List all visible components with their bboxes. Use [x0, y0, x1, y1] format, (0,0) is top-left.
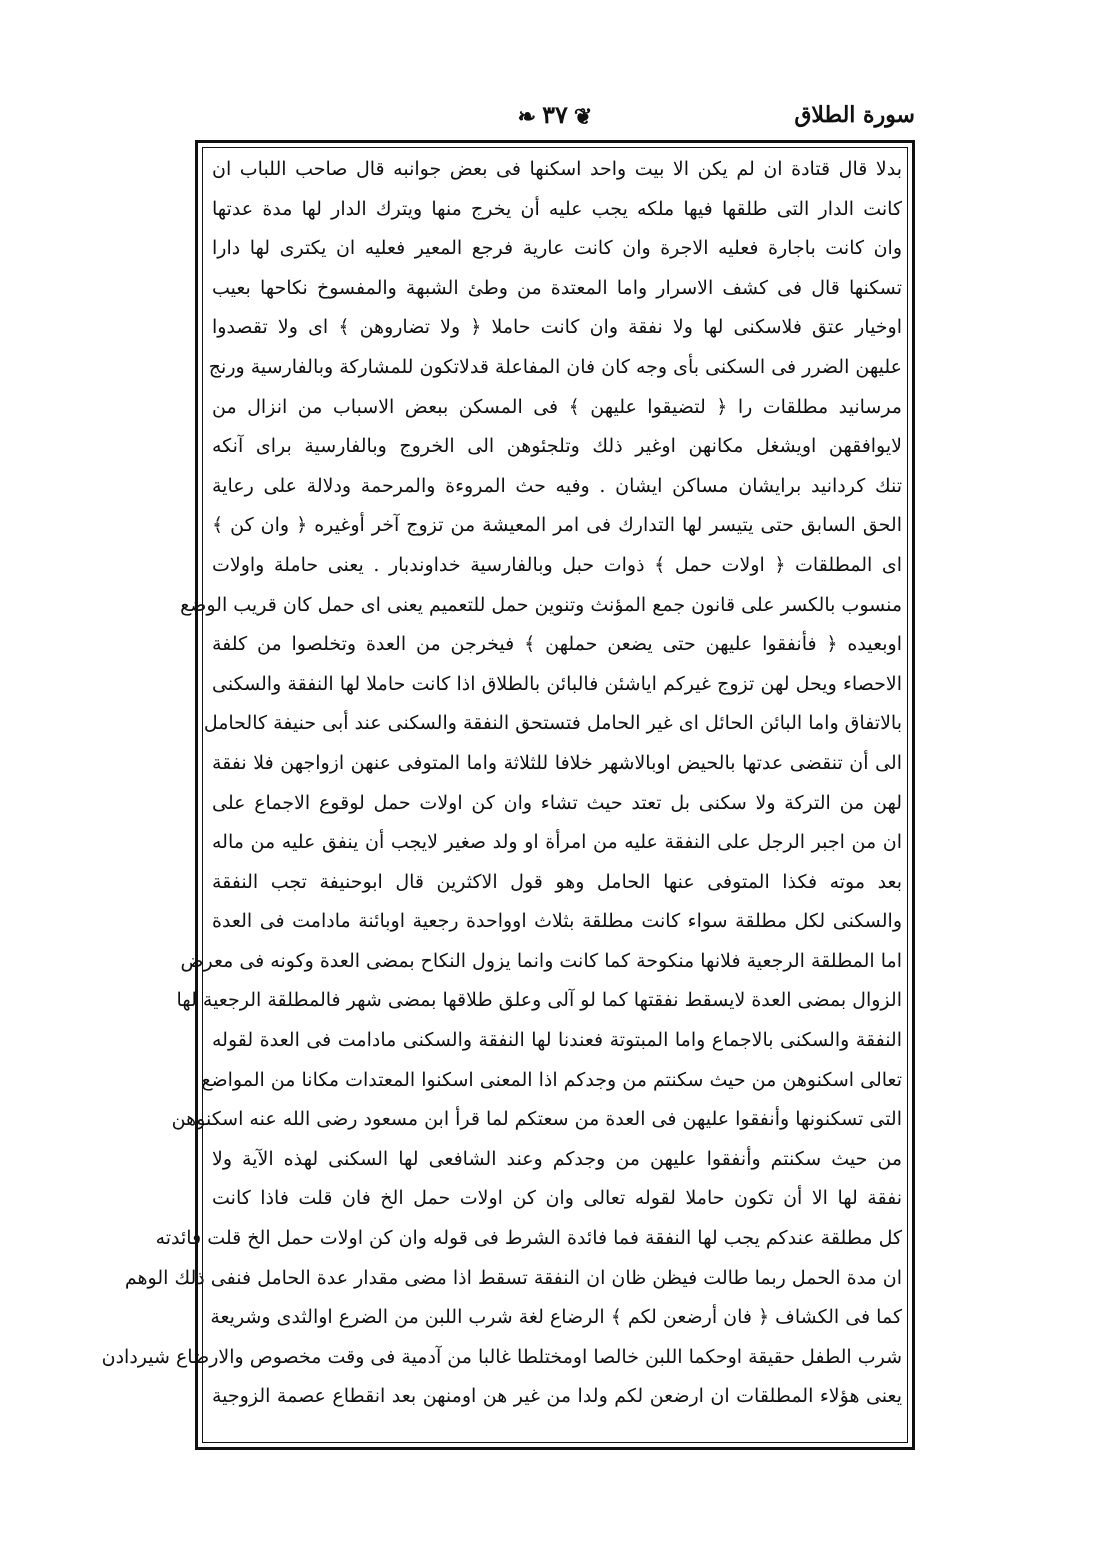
text-line: الحق السابق حتى يتيسر لها التدارك فى امر المعيشة من تزوج آخر أوغيره ﴿ وان كن ﴾ — [212, 514, 902, 537]
text-line: الى أن تنقضى عدتها بالحيض اوبالاشهر خلافا للثلاثة واما المتوفى عنهن ازواجهن فلا نفقة — [212, 751, 902, 774]
text-body — [101, 150, 902, 1440]
text-line: من حيث سكنتم وأنفقوا عليهن من وجدكم وعند الشافعى لها السكنى لهذه الآية ولا — [212, 1147, 902, 1170]
text-line: كل مطلقة عندكم يجب لها النفقة فما فائدة الشرط فى قوله وان كن اولات حمل الخ قلت فائدته — [155, 1227, 902, 1250]
text-line: والسكنى لكل مطلقة سواء كانت مطلقة بثلاث اوواحدة رجعية اوبائنة مادامت فى العدة — [212, 910, 902, 933]
text-line: ان مدة الحمل ربما طالت فيظن ظان ان النفقة تسقط اذا مضى مقدار عدة الحامل فنفى ذلك الوهم — [124, 1266, 902, 1289]
text-line: لايوافقهن اويشغل مكانهن اوغير ذلك وتلجئوهن الى الخروج وبالفارسية براى آنكه — [212, 435, 902, 458]
text-line: بعد موته فكذا المتوفى عنها الحامل وهو قول الاكثرين قال ابوحنيفة تجب النفقة — [212, 870, 902, 893]
text-line: عليهن الضرر فى السكنى بأى وجه كان فان المفاعلة قدلاتكون للمشاركة وبالفارسية ورنج — [208, 355, 902, 378]
text-line: الزوال بمضى العدة لايسقط نفقتها كما لو آلى وعلق طلاقها بمضى شهر فالمطلقة الرجعية لها — [176, 989, 902, 1012]
ornament-left-icon: ❦ — [573, 103, 593, 130]
text-line: تسكنها قال فى كشف الاسرار واما المعتدة من وطئ الشبهة والمفسوخ نكاحها بعيب — [212, 276, 902, 299]
ornament-right-icon: ❧ — [517, 103, 537, 130]
text-line: اوبعيده ﴿ فأنفقوا عليهن حتى يضعن حملهن ﴾ فيخرجن من العدة وتخلصوا من كلفة — [212, 633, 902, 656]
text-line: الاحصاء ويحل لهن تزوج غيركم اياشئن فالبائن بالطلاق اذا كانت حاملا لها النفقة والسكنى — [212, 672, 902, 695]
text-line: منسوب بالكسر على قانون جمع المؤنث وتنوين حمل للتعميم يعنى اى حمل كان قريب الوضع — [180, 593, 902, 616]
page-header — [195, 100, 915, 140]
text-line: بالاتفاق واما البائن الحائل اى غير الحامل فتستحق النفقة والسكنى عند أبى حنيفة كالحامل — [203, 712, 902, 735]
text-line: اما المطلقة الرجعية فلانها منكوحة كما كانت وانما يزول النكاح بمضى العدة وكونه فى معرض — [180, 949, 902, 972]
text-line: اوخيار عتق فلاسكنى لها ولا نفقة وان كانت حاملا ﴿ ولا تضاروهن ﴾ اى ولا تقصدوا — [212, 316, 902, 339]
page-number — [512, 100, 599, 130]
text-line: التى تسكنونها وأنفقوا عليهن فى العدة من سعتكم لما قرأ ابن مسعود رضى الله عنه اسكنوهن — [171, 1108, 902, 1131]
text-line: نفقة لها الا أن تكون حاملا لقوله تعالى وان كن اولات حمل الخ فان قلت فاذا كانت — [212, 1187, 902, 1210]
text-line: يعنى هؤلاء المطلقات ان ارضعن لكم ولدا من غير هن اومنهن بعد انقطاع عصمة الزوجية — [212, 1385, 902, 1408]
text-line: ان من اجبر الرجل على النفقة عليه من امرأة او ولد صغير لايجب أن ينفق عليه من ماله — [212, 831, 902, 854]
page-number-value: ٣٧ — [542, 100, 568, 129]
text-line: كانت الدار التى طلقها فيها ملكه يجب عليه أن يخرج منها ويترك الدار لها مدة عدتها — [212, 197, 902, 220]
text-line: تعالى اسكنوهن من حيث سكنتم من وجدكم اذا المعنى اسكنوا المعتدات مكانا من المواضع — [201, 1068, 902, 1091]
text-line: كما فى الكشاف ﴿ فان أرضعن لكم ﴾ الرضاع لغة شرب اللبن من الضرع اوالثدى وشريعة — [210, 1306, 902, 1329]
text-line: النفقة والسكنى بالاجماع واما المبتوتة فعندنا لها النفقة والسكنى مادامت فى العدة لقوله — [212, 1029, 902, 1052]
text-line: وان كانت باجارة فعليه الاجرة وان كانت عارية فرجع المعير فعليه ان يكترى لها دارا — [212, 237, 902, 260]
text-line: لهن من التركة ولا سكنى بل تعتد حيث تشاء وان كن اولات حمل لوقوع الاجماع على — [212, 791, 902, 814]
text-line: بدلا قال قتادة ان لم يكن الا بيت واحد اسكنها فى بعض جوانبه قال صاحب اللباب ان — [212, 158, 902, 180]
text-line: شرب الطفل حقيقة اوحكما اللبن خالصا اومختلطا غالبا من آدمية فى وقت مخصوص والارضاع شيردادن — [101, 1345, 902, 1368]
text-line: اى المطلقات ﴿ اولات حمل ﴾ ذوات حبل وبالفارسية خداوندبار . يعنى حاملة واولات — [212, 553, 902, 576]
text-line: تنك كردانيد برايشان مساكن ايشان . وفيه حث المروءة والمرحمة ودلالة على رعاية — [212, 474, 902, 497]
text-line: مرسانيد مطلقات را ﴿ لتضيقوا عليهن ﴾ فى المسكن ببعض الاسباب من انزال من — [212, 395, 902, 418]
surah-title: سورة الطلاق — [794, 102, 915, 128]
